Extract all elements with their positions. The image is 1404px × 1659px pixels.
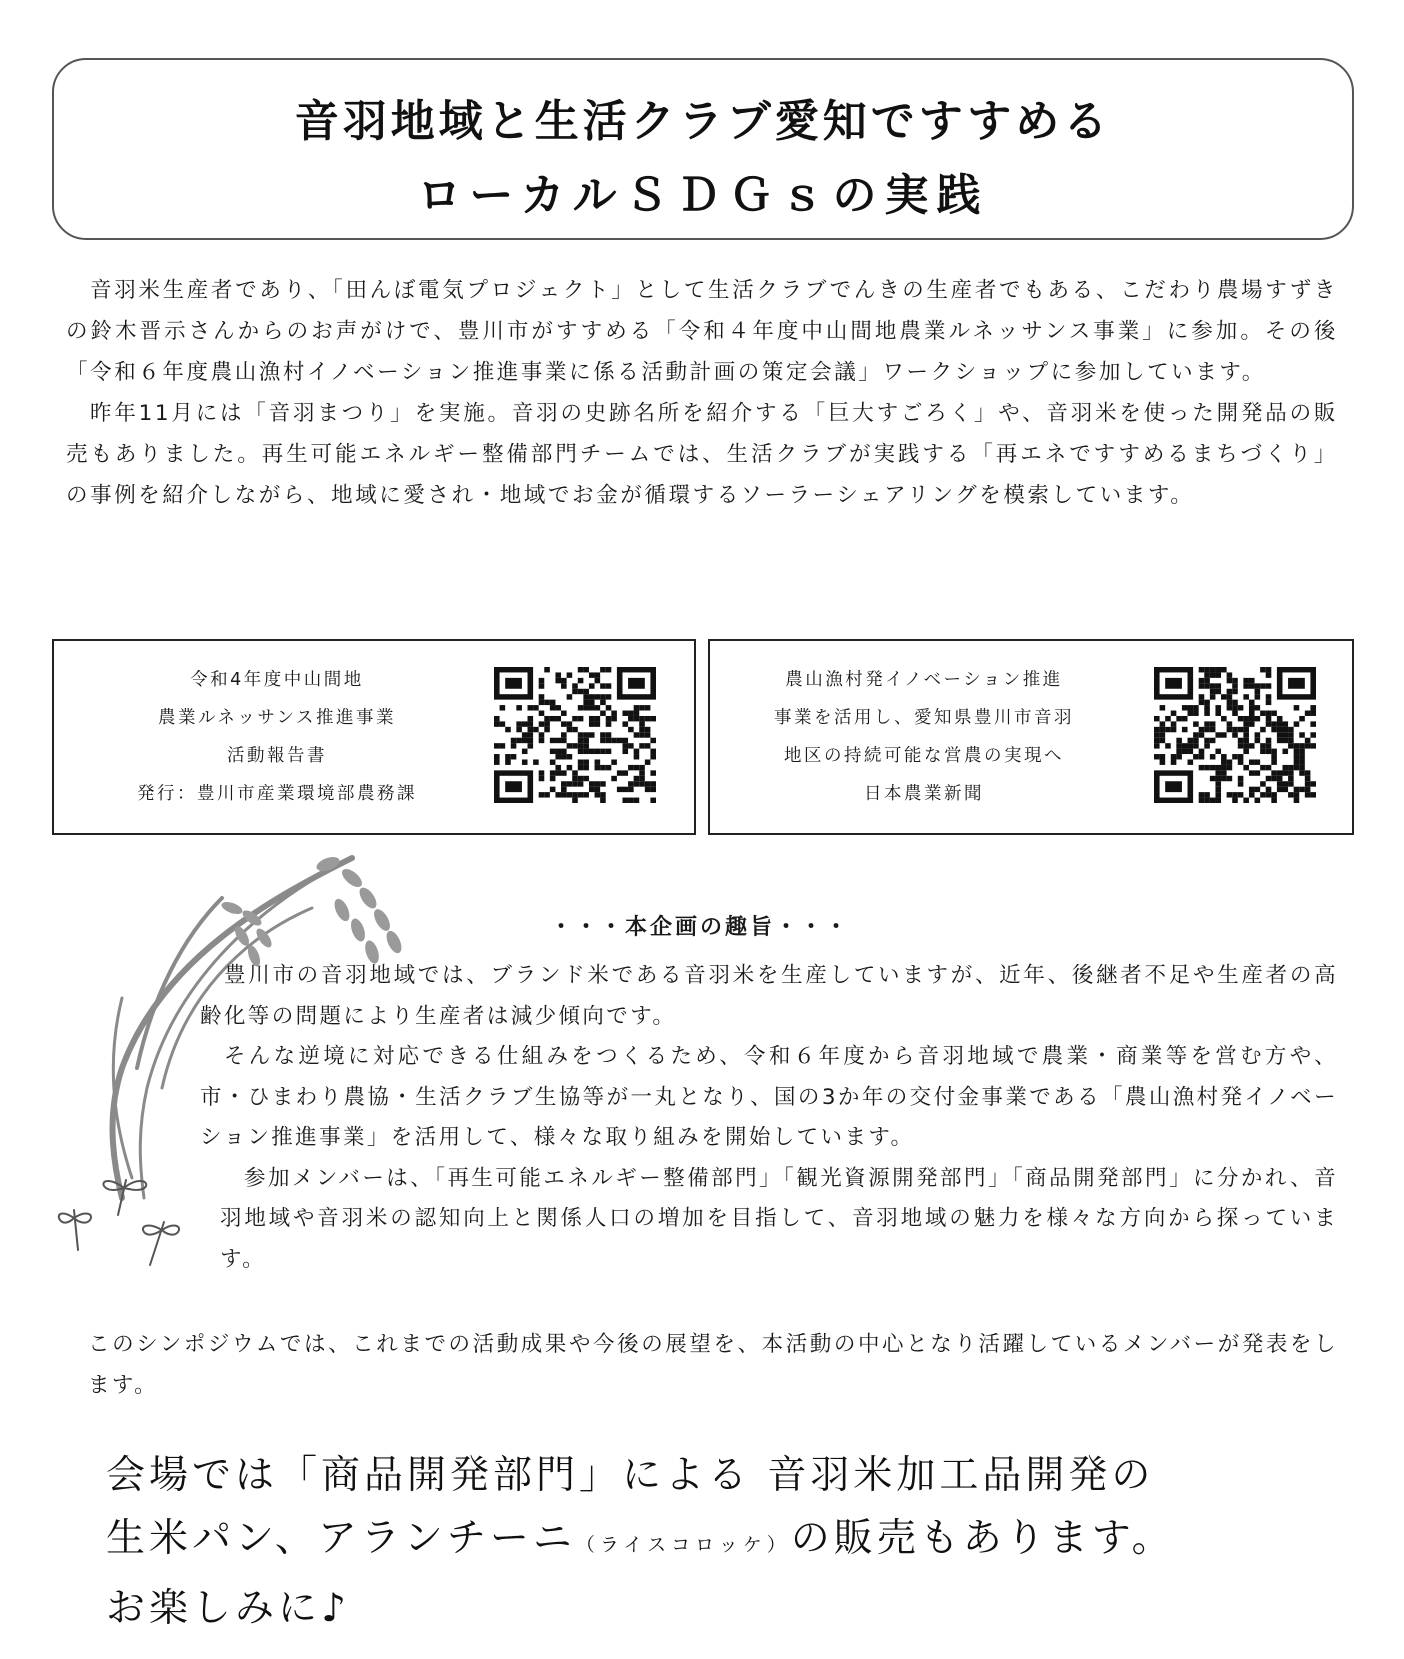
reference-line: 発行：豊川市産業環境部農務課 (137, 784, 417, 804)
reference-text-news (724, 661, 1124, 813)
intro-paragraph-2: 昨年11月には「音羽まつり」を実施。音羽の史跡名所を紹介する「巨大すごろく」や、音羽米を使った開発品の販売もありました。再生可能エネルギー整備部門チームでは、生活クラブが実践する「再エネですすめるまちづくり」の事例を紹介しながら、地域に愛され・地域でお金が循環するソーラーシェアリングを模索しています。 (66, 401, 1338, 508)
notice-line-2 (106, 1507, 1346, 1577)
reference-line: 令和4年度中山間地 (190, 670, 364, 690)
sales-notice (106, 1444, 1346, 1640)
title-box (52, 58, 1354, 240)
notice-line-2a: 生米パン、アランチーニ (106, 1516, 576, 1561)
notice-line-3: お楽しみに♪ (106, 1586, 350, 1631)
page-title-line-2: ローカルＳＤＧｓの実践 (417, 170, 989, 221)
purpose-paragraph-3: 参加メンバーは、「再生可能エネルギー整備部門」「観光資源開発部門」「商品開発部門」に分かれ、音羽地域や音羽米の認知向上と関係人口の増加を目指して、音羽地域の魅力を様々な方向から探っています。 (220, 1165, 1338, 1272)
intro-paragraph-1: 音羽米生産者であり、「田んぼ電気プロジェクト」として生活クラブでんきの生産者でもある、こだわり農場すずきの鈴木晋示さんからのお声がけで、豊川市がすすめる「令和４年度中山間地農業ルネッサンス事業」に参加。その後「令和６年度農山漁村イノベーション推進事業に係る活動計画の策定会議」ワークショップに参加しています。 (66, 278, 1338, 385)
reference-box-report (52, 639, 696, 835)
reference-line: 日本農業新聞 (864, 784, 984, 804)
purpose-section (200, 956, 1338, 1280)
qr-code-icon[interactable] (494, 667, 656, 803)
reference-line: 地区の持続可能な営農の実現へ (784, 746, 1064, 766)
reference-line: 農山漁村発イノベーション推進 (785, 670, 1063, 690)
reference-line: 事業を活用し、愛知県豊川市音羽 (774, 708, 1074, 728)
reference-text-report (72, 661, 482, 813)
notice-line-2b: の販売もあります。 (790, 1516, 1175, 1561)
purpose-paragraph-1: 豊川市の音羽地域では、ブランド米である音羽米を生産していますが、近年、後継者不足や生産者の高齢化等の問題により生産者は減少傾向です。 (200, 963, 1338, 1029)
reference-line: 農業ルネッサンス推進事業 (157, 708, 397, 728)
dragonfly-icon (56, 1170, 206, 1280)
closing-paragraph: このシンポジウムでは、これまでの活動成果や今後の展望を、本活動の中心となり活躍しているメンバーが発表をします。 (88, 1332, 1338, 1398)
purpose-paragraph-2: そんな逆境に対応できる仕組みをつくるため、令和６年度から音羽地域で農業・商業等を営む方や、市・ひまわり農協・生活クラブ生協等が一丸となり、国の3か年の交付金事業である「農山漁村発イノベーション推進事業」を活用して、様々な取り組みを開始しています。 (200, 1044, 1338, 1150)
reference-line: 活動報告書 (227, 746, 327, 766)
notice-line-1: 会場では「商品開発部門」による 音羽米加工品開発の (106, 1453, 1155, 1498)
intro-section (66, 270, 1338, 516)
purpose-heading: ・・・本企画の趣旨・・・ (549, 915, 850, 940)
notice-line-2-small: （ライスコロッケ） (575, 1534, 791, 1556)
page-title-line-1: 音羽地域と生活クラブ愛知ですすめる (294, 96, 1112, 147)
qr-code-icon[interactable] (1154, 667, 1316, 803)
reference-box-news (708, 639, 1354, 835)
